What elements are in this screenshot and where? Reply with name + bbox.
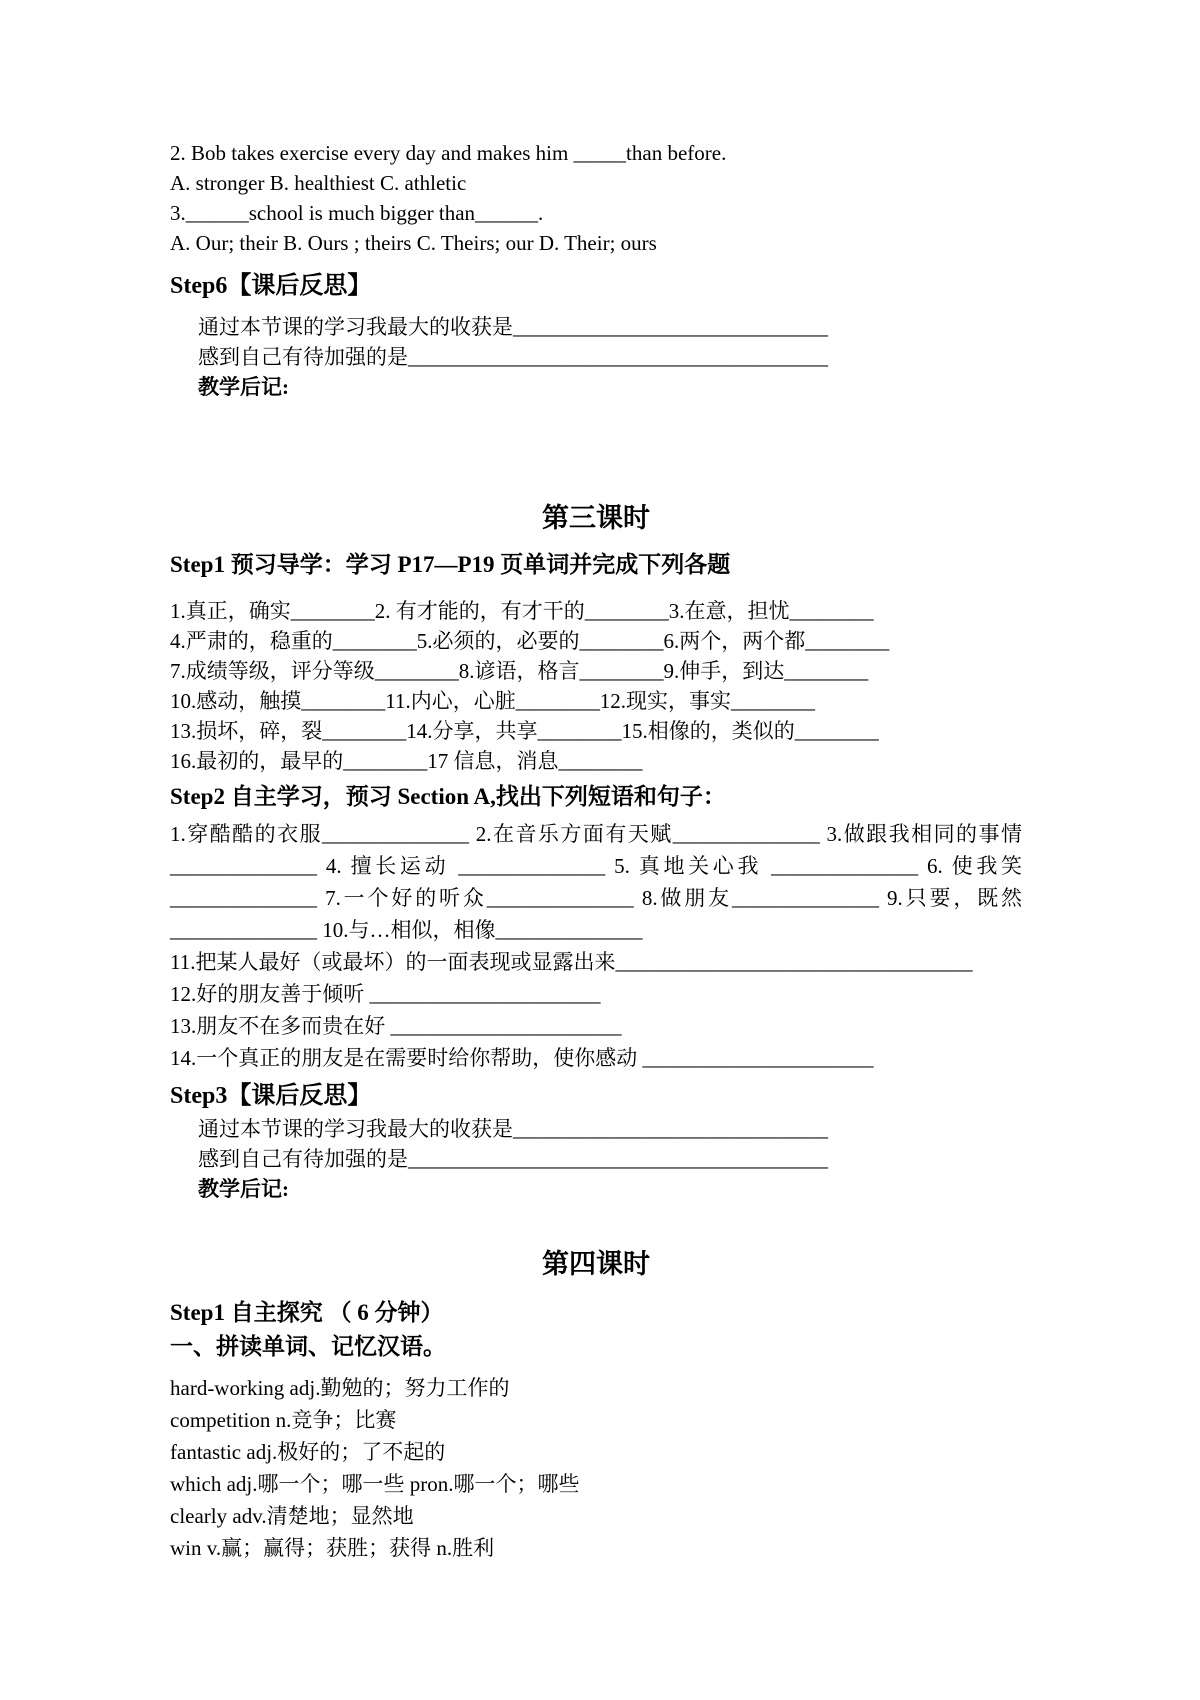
exercise-options-2: A. stronger B. healthiest C. athletic (170, 171, 467, 195)
word-line: fantastic adj.极好的；了不起的 (170, 1440, 446, 1464)
vocab-line: 16.最初的，最早的________17 信息，消息________ (170, 749, 643, 773)
lesson3-reflect-line-2: 感到自己有待加强的是________________________________________ (198, 1147, 828, 1171)
phrase-line: ______________ 4. 擅长运动 ______________ 5. 真地关心我 ______________ 6. 使我笑 (170, 854, 1022, 878)
page-content (170, 0, 1022, 1564)
exercise-question-3: 3.______school is much bigger than______. (170, 201, 544, 225)
exercise-question-2: 2. Bob takes exercise every day and makes him _____than before. (170, 141, 727, 165)
phrase-line: 12.好的朋友善于倾听 ______________________ (170, 982, 601, 1006)
phrase-line: 13.朋友不在多而贵在好 ______________________ (170, 1014, 622, 1038)
lesson4-title: 第四课时 (542, 1249, 650, 1279)
word-line: competition n.竞争；比赛 (170, 1408, 397, 1432)
lesson4-list-heading: 一、拼读单词、记忆汉语。 (170, 1334, 446, 1359)
vocab-line: 10.感动，触摸________11.内心，心脏________12.现实，事实________ (170, 689, 815, 713)
lesson4-step1-heading: Step1 自主探究 （ 6 分钟） (170, 1300, 444, 1325)
phrase-line: ______________ 10.与…相似，相像______________ (170, 918, 643, 942)
lesson3-vocab-list (170, 596, 1022, 776)
lesson3-phrase-list (170, 818, 1022, 1074)
word-line: which adj.哪一个；哪一些 pron.哪一个；哪些 (170, 1472, 580, 1496)
phrase-line: ______________ 7.一个好的听众______________ 8.做朋友______________ 9.只要，既然 (170, 886, 1022, 910)
word-line: win v.赢；赢得；获胜；获得 n.胜利 (170, 1536, 495, 1560)
lesson3-teaching-note-label: 教学后记: (198, 1177, 289, 1201)
step6-reflect-line-2: 感到自己有待加强的是________________________________________ (198, 345, 828, 369)
lesson3-step2-heading: Step2 自主学习，预习 Section A,找出下列短语和句子： (170, 784, 726, 809)
step6-heading: Step6【课后反思】 (170, 273, 372, 299)
word-line: hard-working adj.勤勉的；努力工作的 (170, 1376, 510, 1400)
phrase-line: 14.一个真正的朋友是在需要时给你帮助，使你感动 ______________________ (170, 1046, 874, 1070)
phrase-line: 1.穿酷酷的衣服______________ 2.在音乐方面有天赋______________ 3.做跟我相同的事情 (170, 822, 1022, 846)
word-line: clearly adv.清楚地；显然地 (170, 1504, 414, 1528)
vocab-line: 7.成绩等级，评分等级________8.谚语，格言________9.伸手，到达________ (170, 659, 869, 683)
vocab-line: 1.真正，确实________2. 有才能的，有才干的________3.在意，担忧________ (170, 599, 874, 623)
lesson3-title: 第三课时 (542, 503, 650, 533)
lesson3-reflect-line-1: 通过本节课的学习我最大的收获是______________________________ (198, 1117, 828, 1141)
lesson3-step1-heading: Step1 预习导学：学习 P17—P19 页单词并完成下列各题 (170, 552, 731, 577)
lesson4-word-list (170, 1372, 1022, 1564)
exercise-options-3: A. Our; their B. Ours ; theirs C. Theirs; our D. Their; ours (170, 231, 657, 255)
step6-teaching-note-label: 教学后记: (198, 375, 289, 399)
vocab-line: 13.损坏，碎，裂________14.分享，共享________15.相像的，类似的________ (170, 719, 879, 743)
lesson3-step3-heading: Step3【课后反思】 (170, 1083, 372, 1109)
vocab-line: 4.严肃的，稳重的________5.必须的，必要的________6.两个，两个都________ (170, 629, 890, 653)
step6-reflect-line-1: 通过本节课的学习我最大的收获是______________________________ (198, 315, 828, 339)
phrase-line: 11.把某人最好（或最坏）的一面表现或显露出来__________________________________ (170, 950, 973, 974)
